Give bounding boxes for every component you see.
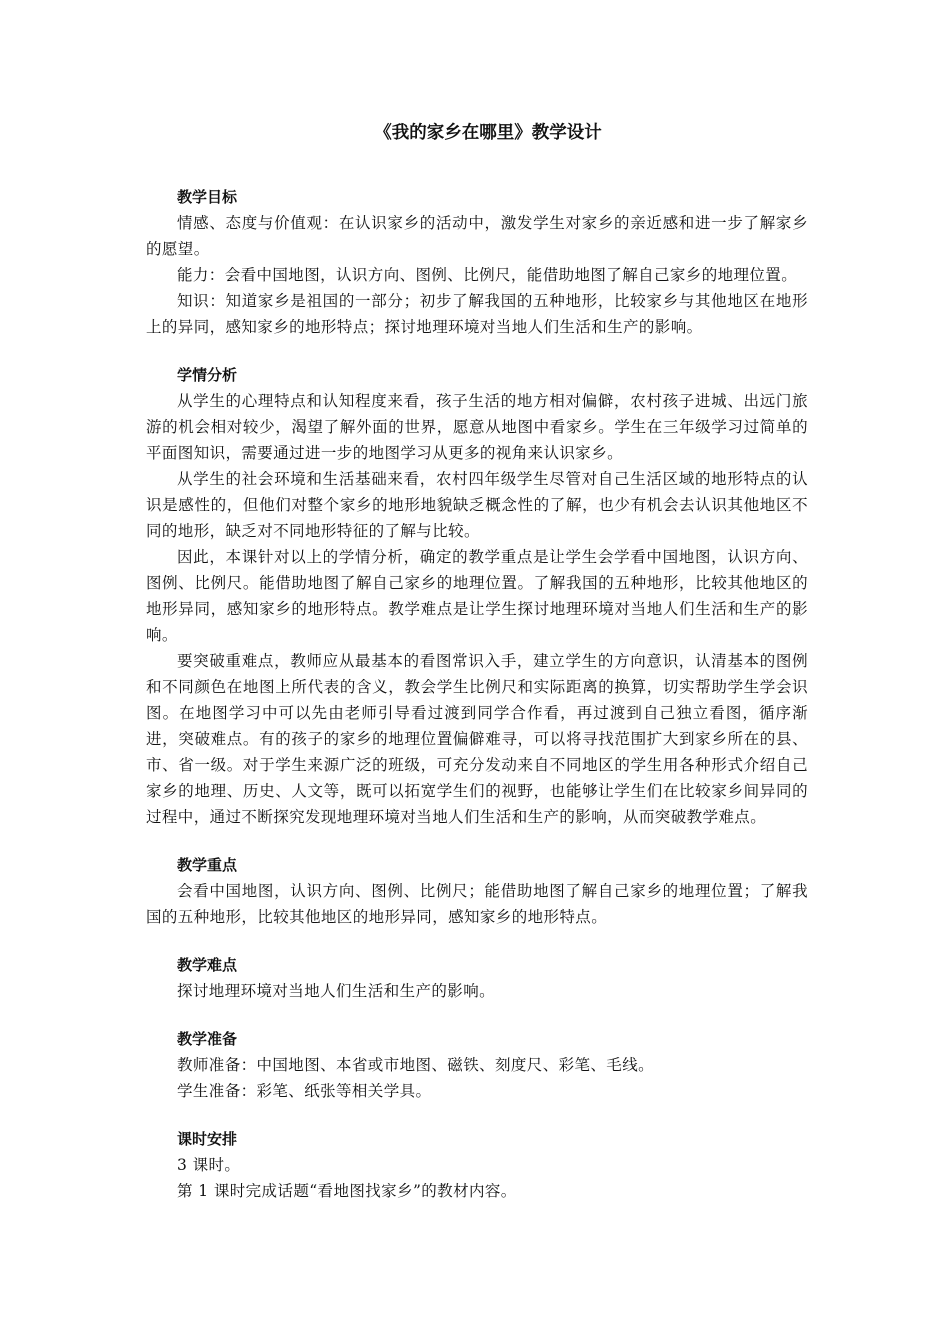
- text-line: 学生准备：彩笔、纸张等相关学具。: [177, 1082, 432, 1100]
- paragraph: 从学生的心理特点和认知程度来看，孩子生活的地方相对偏僻，农村孩子进城、出远门旅游的机会相对较少，渴望了解外面的世界，愿意从地图中看家乡。学生在三年级学习过简单的平面图知识，需要通过进一步的地图学习从更多的视角来认识家乡。: [146, 392, 808, 462]
- document-body: [146, 120, 808, 1226]
- section-heading: 教学重点: [177, 856, 238, 874]
- section-heading: 教学目标: [177, 188, 238, 206]
- section-teaching-goals: [146, 184, 808, 340]
- section-key-points: [146, 852, 808, 930]
- section-preparation: [146, 1026, 808, 1104]
- document-title: 《我的家乡在哪里》教学设计: [374, 123, 602, 143]
- section-schedule: [146, 1126, 808, 1204]
- section-heading: 学情分析: [177, 366, 238, 384]
- text-line: 3 课时。: [177, 1156, 241, 1174]
- section-difficulties: [146, 952, 808, 1004]
- paragraph: 能力：会看中国地图，认识方向、图例、比例尺，能借助地图了解自己家乡的地理位置。: [177, 266, 798, 284]
- paragraph: 从学生的社会环境和生活基础来看，农村四年级学生尽管对自己生活区域的地形特点的认识是感性的，但他们对整个家乡的地形地貌缺乏概念性的了解，也少有机会去认识其他地区不同的地形，缺乏对不同地形特征的了解与比较。: [146, 470, 808, 540]
- paragraph: 因此，本课针对以上的学情分析，确定的教学重点是让学生会学看中国地图，认识方向、图例、比例尺。能借助地图了解自己家乡的地理位置。了解我国的五种地形，比较其他地区的地形异同，感知家乡的地形特点。教学难点是让学生探讨地理环境对当地人们生活和生产的影响。: [146, 548, 808, 644]
- section-heading: 教学难点: [177, 956, 238, 974]
- paragraph: 情感、态度与价值观：在认识家乡的活动中，激发学生对家乡的亲近感和进一步了解家乡的愿望。: [146, 214, 808, 258]
- paragraph: 会看中国地图，认识方向、图例、比例尺；能借助地图了解自己家乡的地理位置；了解我国的五种地形，比较其他地区的地形异同，感知家乡的地形特点。: [146, 882, 808, 926]
- paragraph: 要突破重难点，教师应从最基本的看图常识入手，建立学生的方向意识，认清基本的图例和不同颜色在地图上所代表的含义，教会学生比例尺和实际距离的换算，切实帮助学生学会识图。在地图学习中可以先由老师引导看过渡到同学合作看，再过渡到自己独立看图，循序渐进，突破难点。有的孩子的家乡的地理位置偏僻难寻，可以将寻找范围扩大到家乡所在的县、市、省一级。对于学生来源广泛的班级，可充分发动来自不同地区的学生用各种形式介绍自己家乡的地理、历史、人文等，既可以拓宽学生们的视野，也能够让学生们在比较家乡间异同的过程中，通过不断探究发现地理环境对当地人们生活和生产的影响，从而突破教学难点。: [146, 652, 808, 826]
- section-heading: 课时安排: [177, 1130, 238, 1148]
- section-heading: 教学准备: [177, 1030, 238, 1048]
- paragraph: 知识：知道家乡是祖国的一部分；初步了解我国的五种地形，比较家乡与其他地区在地形上的异同，感知家乡的地形特点；探讨地理环境对当地人们生活和生产的影响。: [146, 292, 808, 336]
- text-line: 教师准备：中国地图、本省或市地图、磁铁、刻度尺、彩笔、毛线。: [177, 1056, 655, 1074]
- text-line: 探讨地理环境对当地人们生活和生产的影响。: [177, 982, 496, 1000]
- text-line: 第 1 课时完成话题“看地图找家乡”的教材内容。: [177, 1182, 517, 1200]
- section-student-analysis: [146, 362, 808, 830]
